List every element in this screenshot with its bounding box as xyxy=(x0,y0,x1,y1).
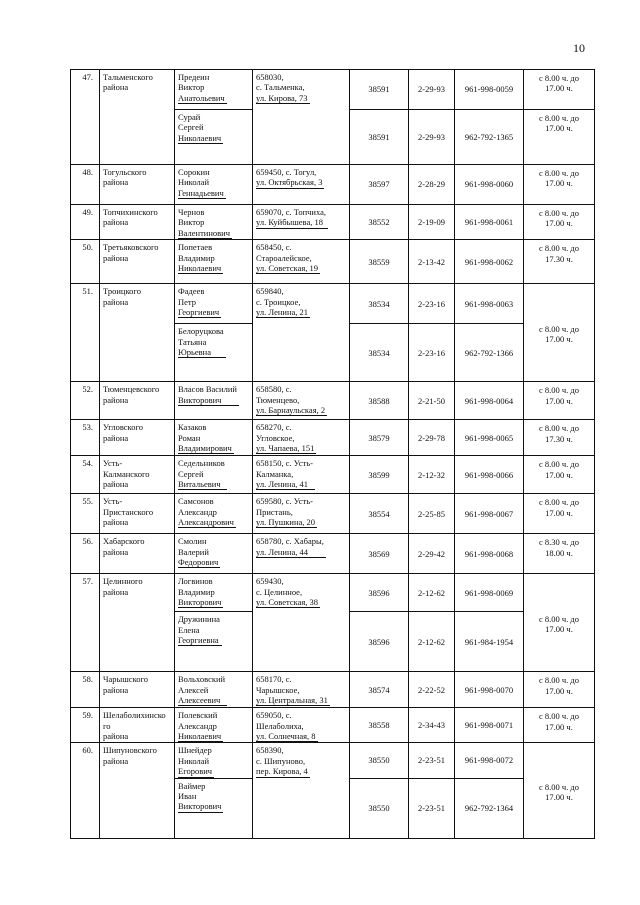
work-hours-cell-text: с 8.00 ч. до 17.00 ч. xyxy=(539,675,579,696)
district-cell-text: Шелаболихинско го района xyxy=(103,710,166,742)
row-number: 48. xyxy=(71,165,100,205)
district-cell-text: Шипуновского района xyxy=(103,745,157,766)
table-row xyxy=(71,574,595,612)
work-hours-cell-text: с 8.00 ч. до 17.00 ч. xyxy=(539,613,579,635)
phone-cell: 2-12-32 xyxy=(409,456,455,494)
work-hours-cell-text: с 8.00 ч. до 17.00 ч. xyxy=(539,385,579,406)
phone-code-cell: 38569 xyxy=(350,534,409,574)
table-row xyxy=(71,70,595,110)
phone-cell: 2-29-93 xyxy=(409,110,455,165)
person-name-cell xyxy=(175,456,253,494)
phone-code-cell: 38552 xyxy=(350,205,409,240)
phone-code-cell: 38574 xyxy=(350,672,409,708)
table-row xyxy=(71,165,595,205)
district-cell-text: Тальменского района xyxy=(103,72,153,93)
table-row xyxy=(71,382,595,420)
phone-code-cell: 38591 xyxy=(350,110,409,165)
district-cell xyxy=(100,382,175,420)
phone-code-cell: 38588 xyxy=(350,382,409,420)
mobile-cell: 961-984-1954 xyxy=(455,612,524,672)
mobile-cell: 961-998-0063 xyxy=(455,284,524,324)
work-hours-cell-text: с 8.00 ч. до 17.00 ч. xyxy=(539,781,579,803)
address-cell-text: 659840, с. Троицкое, ул. Ленина, 21 xyxy=(256,286,309,318)
row-number: 50. xyxy=(71,240,100,284)
person-name-cell xyxy=(175,284,253,324)
mobile-cell: 961-998-0059 xyxy=(455,70,524,110)
person-name-cell-text: Сурай Сергей Николаевич xyxy=(178,112,222,143)
district-cell-text: Усть- Пристанского района xyxy=(103,496,154,528)
district-cell-text: Тогульского района xyxy=(103,167,147,188)
row-number: 49. xyxy=(71,205,100,240)
district-cell xyxy=(100,743,175,838)
work-hours-cell xyxy=(524,284,595,382)
work-hours-cell xyxy=(524,743,595,838)
phone-code-cell: 38554 xyxy=(350,494,409,534)
person-name-cell xyxy=(175,672,253,708)
table-row xyxy=(71,456,595,494)
person-name-cell xyxy=(175,420,253,456)
work-hours-cell-text: с 8.00 ч. до 17.30 ч. xyxy=(539,243,579,264)
row-number: 57. xyxy=(71,574,100,672)
mobile-cell: 962-792-1365 xyxy=(455,110,524,165)
address-cell xyxy=(253,672,350,708)
mobile-cell: 962-792-1366 xyxy=(455,324,524,382)
work-hours-cell xyxy=(524,494,595,534)
district-cell xyxy=(100,420,175,456)
row-number: 56. xyxy=(71,534,100,574)
work-hours-cell xyxy=(524,574,595,672)
person-name-cell-text: Дружинина Елена Георгиевна xyxy=(178,614,220,646)
address-cell-text: 658390, с. Шипуново, пер. Кирова, 4 xyxy=(256,745,308,777)
work-hours-cell-text: с 8.00 ч. до 17.00 ч. xyxy=(539,323,579,345)
row-number: 58. xyxy=(71,672,100,708)
person-name-cell-text: Белоруцкова Татьяна Юрьевна xyxy=(178,326,224,358)
row-number: 47. xyxy=(71,70,100,165)
address-cell xyxy=(253,456,350,494)
mobile-cell: 961-998-0065 xyxy=(455,420,524,456)
district-cell-text: Троицкого района xyxy=(103,286,141,307)
person-name-cell xyxy=(175,165,253,205)
person-name-cell-text: Полевский Александр Николаевич xyxy=(178,710,222,742)
phone-cell: 2-28-29 xyxy=(409,165,455,205)
person-name-cell xyxy=(175,205,253,240)
person-name-cell-text: Ваймер Иван Викторович xyxy=(178,780,222,812)
table-row xyxy=(71,284,595,324)
address-cell-text: 659580, с. Усть- Пристань, ул. Пушкина, 20 xyxy=(256,496,316,528)
district-cell xyxy=(100,456,175,494)
mobile-cell: 961-998-0071 xyxy=(455,708,524,743)
mobile-cell: 961-998-0066 xyxy=(455,456,524,494)
phone-cell: 2-29-93 xyxy=(409,70,455,110)
row-number: 52. xyxy=(71,382,100,420)
person-name-cell-text: Предеин Виктор Анатольевич xyxy=(178,72,225,103)
person-name-cell xyxy=(175,534,253,574)
row-number: 55. xyxy=(71,494,100,534)
page-number: 10 xyxy=(573,41,585,55)
phone-code-cell: 38591 xyxy=(350,70,409,110)
address-cell xyxy=(253,240,350,284)
person-name-cell-text: Смолин Валерий Федорович xyxy=(178,536,219,568)
phone-cell: 2-21-50 xyxy=(409,382,455,420)
phone-code-cell: 38550 xyxy=(350,778,409,838)
phone-cell: 2-22-52 xyxy=(409,672,455,708)
district-cell xyxy=(100,165,175,205)
row-number: 51. xyxy=(71,284,100,382)
district-cell xyxy=(100,284,175,382)
person-name-cell xyxy=(175,743,253,778)
address-cell xyxy=(253,382,350,420)
phone-code-cell: 38534 xyxy=(350,324,409,382)
phone-code-cell: 38579 xyxy=(350,420,409,456)
mobile-cell: 961-998-0062 xyxy=(455,240,524,284)
district-cell xyxy=(100,708,175,743)
phone-cell: 2-23-16 xyxy=(409,284,455,324)
phone-cell: 2-19-09 xyxy=(409,205,455,240)
work-hours-cell-text: с 8.00 ч. до 17.00 ч. xyxy=(539,459,579,480)
district-cell xyxy=(100,494,175,534)
address-cell xyxy=(253,708,350,743)
mobile-cell: 961-998-0064 xyxy=(455,382,524,420)
table-row xyxy=(71,743,595,778)
table-row xyxy=(71,494,595,534)
address-cell-text: 658170, с. Чарышское, ул. Центральная, 31 xyxy=(256,674,328,706)
address-cell-text: 659070, с. Топчиха, ул. Куйбышева, 18 xyxy=(256,207,326,228)
phone-code-cell: 38558 xyxy=(350,708,409,743)
person-name-cell-text: Шнейдер Николай Егорович xyxy=(178,745,213,777)
work-hours-cell-text: с 8.00 ч. до 17.00 ч. xyxy=(539,113,579,134)
district-cell-text: Хабарского района xyxy=(103,536,145,557)
address-cell xyxy=(253,574,350,672)
person-name-cell-text: Власов Василий Викторович xyxy=(178,384,237,405)
table-row xyxy=(71,205,595,240)
table-row xyxy=(71,240,595,284)
district-cell-text: Топчихинского района xyxy=(103,207,158,228)
district-cell-text: Угловского района xyxy=(103,422,144,443)
table-row xyxy=(71,672,595,708)
district-cell-text: Усть- Калманского района xyxy=(103,458,150,490)
phone-code-cell: 38559 xyxy=(350,240,409,284)
work-hours-cell-text: с 8.00 ч. до 17.00 ч. xyxy=(539,73,579,94)
person-name-cell xyxy=(175,70,253,110)
address-cell-text: 659050, с. Шелаболиха, ул. Солнечная, 8 xyxy=(256,710,316,742)
district-cell-text: Третьяковского района xyxy=(103,242,159,263)
work-hours-cell xyxy=(524,420,595,456)
district-cell-text: Чарышского района xyxy=(103,674,149,695)
work-hours-cell-text: с 8.00 ч. до 17.00 ч. xyxy=(539,168,579,189)
district-cell xyxy=(100,534,175,574)
person-name-cell xyxy=(175,110,253,165)
work-hours-cell-text: с 8.00 ч. до 17.00 ч. xyxy=(539,711,579,732)
phone-cell: 2-34-43 xyxy=(409,708,455,743)
address-cell-text: 658030, с. Тальменка, ул. Кирова, 73 xyxy=(256,72,308,103)
phone-cell: 2-29-42 xyxy=(409,534,455,574)
mobile-cell: 961-998-0072 xyxy=(455,743,524,778)
person-name-cell-text: Сорокин Николай Геннадьевич xyxy=(178,167,224,198)
address-cell xyxy=(253,420,350,456)
address-cell xyxy=(253,494,350,534)
table-row xyxy=(71,708,595,743)
row-number: 60. xyxy=(71,743,100,838)
work-hours-cell xyxy=(524,110,595,165)
person-name-cell-text: Седельников Сергей Витальевич xyxy=(178,458,225,490)
address-cell-text: 658270, с. Угловское, ул. Чапаева, 151 xyxy=(256,422,315,454)
person-name-cell xyxy=(175,382,253,420)
row-number: 54. xyxy=(71,456,100,494)
phone-code-cell: 38534 xyxy=(350,284,409,324)
person-name-cell-text: Фадеев Петр Георгиевич xyxy=(178,286,220,318)
mobile-cell: 961-998-0061 xyxy=(455,205,524,240)
work-hours-cell xyxy=(524,456,595,494)
work-hours-cell xyxy=(524,165,595,205)
phone-cell: 2-12-62 xyxy=(409,574,455,612)
mobile-cell: 961-998-0068 xyxy=(455,534,524,574)
person-name-cell xyxy=(175,778,253,838)
district-cell xyxy=(100,205,175,240)
address-cell-text: 658450, с. Староалейское, ул. Советская, 19 xyxy=(256,242,319,274)
phone-code-cell: 38550 xyxy=(350,743,409,778)
person-name-cell-text: Чернов Виктор Валентинович xyxy=(178,207,230,238)
work-hours-cell xyxy=(524,382,595,420)
district-cell-text: Тюменцевского района xyxy=(103,384,160,405)
address-cell-text: 658150, с. Усть- Калманка, ул. Ленина, 41 xyxy=(256,458,313,490)
person-name-cell xyxy=(175,612,253,672)
address-cell-text: 658780, с. Хабары, ул. Ленина, 44 xyxy=(256,536,324,557)
person-name-cell xyxy=(175,574,253,612)
table-row xyxy=(71,420,595,456)
person-name-cell xyxy=(175,240,253,284)
address-cell xyxy=(253,205,350,240)
person-name-cell xyxy=(175,324,253,382)
person-name-cell xyxy=(175,494,253,534)
work-hours-cell-text: с 8.00 ч. до 17.00 ч. xyxy=(539,208,579,229)
mobile-cell: 961-998-0060 xyxy=(455,165,524,205)
work-hours-cell xyxy=(524,70,595,110)
phone-cell: 2-13-42 xyxy=(409,240,455,284)
person-name-cell-text: Казаков Роман Владимирович xyxy=(178,422,232,454)
mobile-cell: 961-998-0070 xyxy=(455,672,524,708)
person-name-cell-text: Попетаев Владимир Николаевич xyxy=(178,242,222,274)
mobile-cell: 961-998-0069 xyxy=(455,574,524,612)
district-cell xyxy=(100,672,175,708)
person-name-cell-text: Логвинов Владимир Викторович xyxy=(178,576,222,608)
phone-code-cell: 38597 xyxy=(350,165,409,205)
phone-cell: 2-25-85 xyxy=(409,494,455,534)
work-hours-cell-text: с 8.00 ч. до 17.00 ч. xyxy=(539,497,579,518)
phone-cell: 2-29-78 xyxy=(409,420,455,456)
district-cell xyxy=(100,574,175,672)
phone-cell: 2-23-16 xyxy=(409,324,455,382)
mobile-cell: 962-792-1364 xyxy=(455,778,524,838)
work-hours-cell xyxy=(524,534,595,574)
row-number: 59. xyxy=(71,708,100,743)
phone-code-cell: 38599 xyxy=(350,456,409,494)
table-row xyxy=(71,534,595,574)
row-number: 53. xyxy=(71,420,100,456)
person-name-cell-text: Вольховский Алексей Алексеевич xyxy=(178,674,226,706)
address-cell-text: 659430, с. Целинное, ул. Советская, 38 xyxy=(256,576,319,608)
district-cell-text: Целинного района xyxy=(103,576,143,597)
address-cell-text: 658580, с. Тюменцево, ул. Барнаульская, 2 xyxy=(256,384,326,416)
work-hours-cell xyxy=(524,708,595,743)
address-cell-text: 659450, с. Тогул, ул. Октябрьская, 3 xyxy=(256,167,323,188)
district-cell xyxy=(100,70,175,165)
address-cell xyxy=(253,534,350,574)
phone-cell: 2-23-51 xyxy=(409,778,455,838)
phone-code-cell: 38596 xyxy=(350,612,409,672)
contacts-table xyxy=(70,69,595,839)
address-cell xyxy=(253,284,350,382)
work-hours-cell xyxy=(524,672,595,708)
work-hours-cell-text: с 8.30 ч. до 18.00 ч. xyxy=(539,537,579,558)
phone-cell: 2-12-62 xyxy=(409,612,455,672)
address-cell xyxy=(253,743,350,838)
work-hours-cell xyxy=(524,240,595,284)
work-hours-cell xyxy=(524,205,595,240)
district-cell xyxy=(100,240,175,284)
phone-cell: 2-23-51 xyxy=(409,743,455,778)
work-hours-cell-text: с 8.00 ч. до 17.30 ч. xyxy=(539,423,579,444)
person-name-cell-text: Самсонов Александр Александрович xyxy=(178,496,234,528)
person-name-cell xyxy=(175,708,253,743)
address-cell xyxy=(253,165,350,205)
mobile-cell: 961-998-0067 xyxy=(455,494,524,534)
address-cell xyxy=(253,70,350,165)
phone-code-cell: 38596 xyxy=(350,574,409,612)
